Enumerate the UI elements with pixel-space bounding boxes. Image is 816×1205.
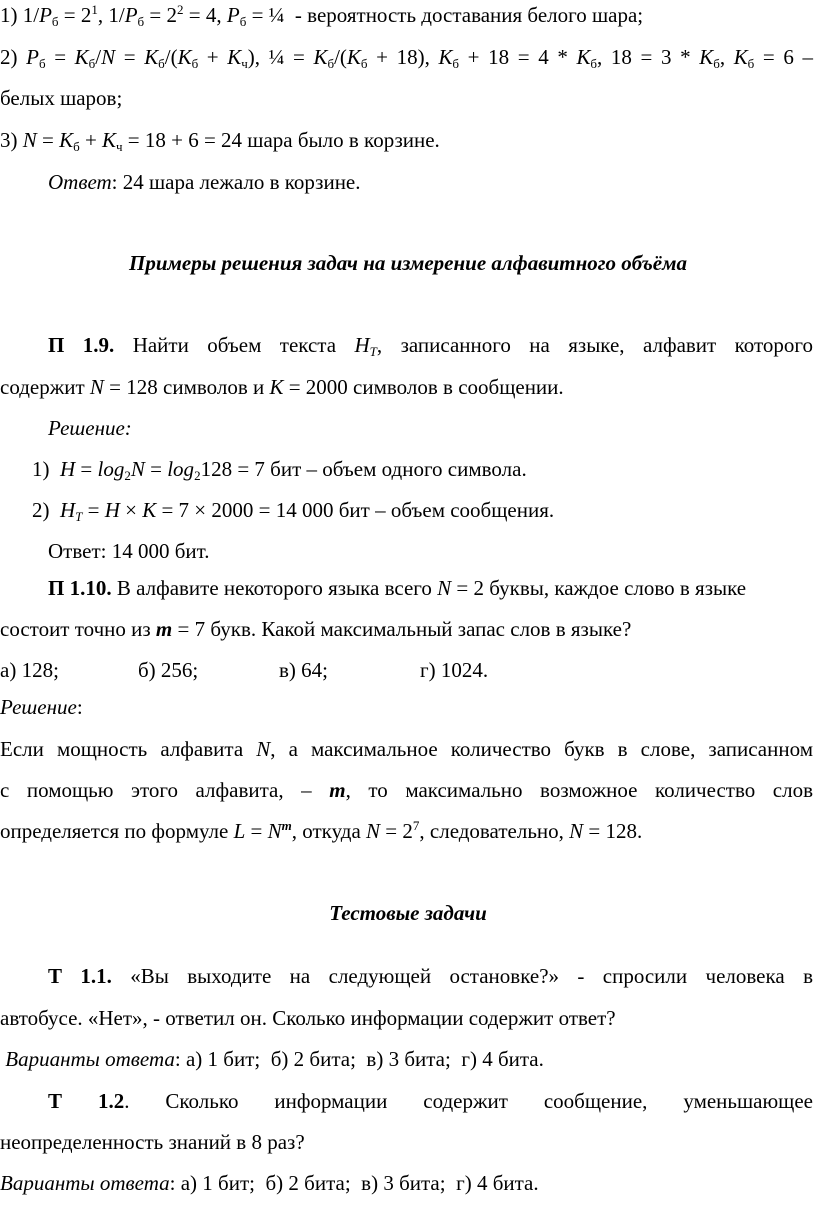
solution-step-3: 3) $N = К_б + К_ч = 18 + 6 = 24$ шара было в корзине. <box>0 128 440 154</box>
problem-1-10-solution-line-3: определяется по формуле $L = N^m$, откуда $N = 2^7$, следовательно, N = 128. <box>0 818 643 843</box>
problem-1-10-solution-line-1: Если мощность алфавита N, а максимальное количество букв в слове, записанном <box>0 737 813 761</box>
problem-1-9-answer: Ответ: 14 000 бит. <box>48 539 210 563</box>
test-1-1-options: Варианты ответа: а) 1 бит; б) 2 бита; в) 3 бита; г) 4 бита. <box>5 1047 544 1071</box>
solution-step-2-cont: белых шаров; <box>0 86 123 110</box>
option-d: г) 1024. <box>420 658 489 682</box>
test-1-1-line-1: Т 1.1. «Вы выходите на следующей остановке?» - спросили человека в <box>48 964 813 988</box>
problem-1-9-solution-label: Решение: <box>48 416 132 440</box>
problem-1-10-solution-label: Решение: <box>0 695 83 719</box>
solution-step-1: 1) $1/P_б = 2^1$, $1/P_б = 2^2 = 4$, $P_б$ = ¼ - вероятность доставания белого шара; <box>0 2 644 29</box>
problem-1-9-line-1: П 1.9. Найти объем текста $Н_Т$, записанного на языке, алфавит которого <box>48 333 813 359</box>
problem-1-9-step-1: 1) $Н = \log_2N = \log_2128 = 7$ бит – объем одного символа. <box>32 457 527 483</box>
test-1-2-options: Варианты ответа: а) 1 бит; б) 2 бита; в) 3 бита; г) 4 бита. <box>0 1171 539 1195</box>
problem-1-10-options <box>0 657 816 683</box>
option-b: б) 256; <box>138 658 199 682</box>
answer-line: Ответ: 24 шара лежало в корзине. <box>48 170 361 194</box>
problem-1-10-solution-line-2: с помощью этого алфавита, – m, то максимально возможное количество слов <box>0 778 813 802</box>
section-heading-tests: Тестовые задачи <box>329 901 487 925</box>
test-1-2-line-1: Т 1.2. Сколько информации содержит сообщение, уменьшающее <box>48 1089 813 1113</box>
problem-1-9-step-2: 2) $Н_Т = Н \times К = 7 \times 2000 = 14$ 000 бит – объем сообщения. <box>32 498 555 524</box>
option-a: а) 128; <box>0 658 59 682</box>
test-1-1-line-2: автобусе. «Нет», - ответил он. Сколько информации содержит ответ? <box>0 1006 616 1030</box>
problem-1-10-line-2: состоит точно из m = 7 букв. Какой максимальный запас слов в языке? <box>0 617 632 641</box>
problem-1-9-line-2: содержит N = 128 символов и К = 2000 символов в сообщении. <box>0 375 564 399</box>
problem-1-10-line-1: П 1.10. В алфавите некоторого языка всего N = 2 буквы, каждое слово в языке <box>48 576 747 600</box>
option-c: в) 64; <box>279 658 328 682</box>
section-heading-alphabet: Примеры решения задач на измерение алфавитного объёма <box>129 251 687 275</box>
solution-step-2: 2) $P_б = К_б/N = К_б/(К_б + К_ч)$, ¼ = $К_б/(К_б + 18)$, $К_б + 18 = 4 * К_б$, $18 = 3 * К_б$, $К_б = 6$ – <box>0 45 814 71</box>
test-1-2-line-2: неопределенность знаний в 8 раз? <box>0 1130 305 1154</box>
